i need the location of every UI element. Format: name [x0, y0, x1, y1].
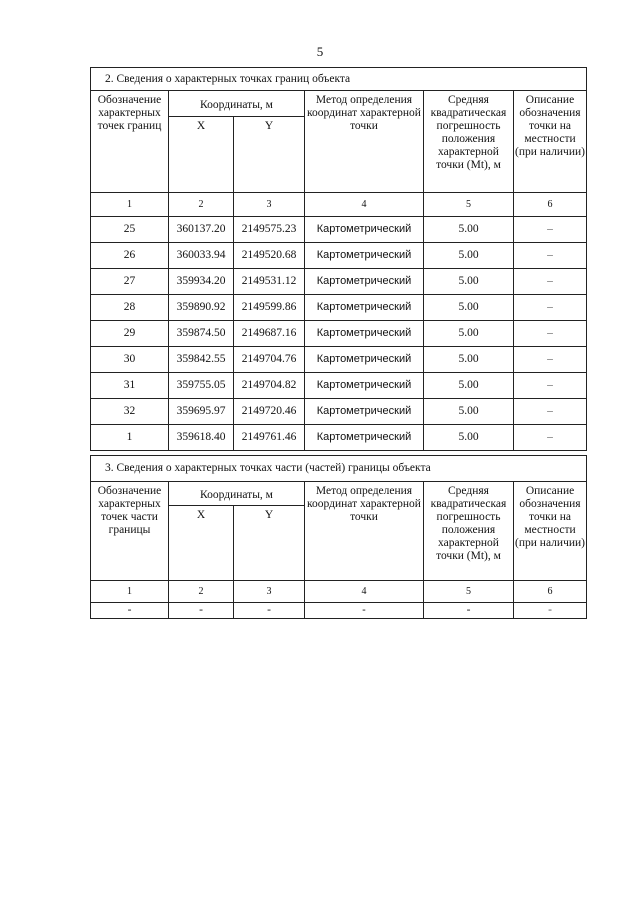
- cell-x: 359874.50: [169, 321, 234, 347]
- table-row: [91, 295, 587, 321]
- header-method: Метод определения координат характерной точки: [305, 91, 424, 193]
- col-number: 1: [91, 581, 169, 603]
- cell-method: Картометрический: [305, 321, 424, 347]
- cell-y: 2149687.16: [234, 321, 305, 347]
- cell-method: Картометрический: [305, 269, 424, 295]
- cell-description: –: [514, 399, 587, 425]
- cell-x: 360137.20: [169, 217, 234, 243]
- table-row: [91, 217, 587, 243]
- table-row: [91, 269, 587, 295]
- table-row: [91, 399, 587, 425]
- cell-point: 32: [91, 399, 169, 425]
- cell-y: 2149520.68: [234, 243, 305, 269]
- col-number: 1: [91, 193, 169, 217]
- header-point: Обозначение характерных точек части границы: [91, 482, 169, 581]
- col-number: 3: [234, 581, 305, 603]
- cell-x: 359890.92: [169, 295, 234, 321]
- header-point: Обозначение характерных точек границ: [91, 91, 169, 193]
- cell-description: –: [514, 321, 587, 347]
- cell-point: 25: [91, 217, 169, 243]
- col-number: 4: [305, 581, 424, 603]
- part-boundary-points-table: [90, 455, 587, 619]
- cell-method: Картометрический: [305, 217, 424, 243]
- cell-y: 2149761.46: [234, 425, 305, 451]
- cell-method: Картометрический: [305, 425, 424, 451]
- header-error: Средняя квадратическая погрешность положения характерной точки (Mt), м: [424, 482, 514, 581]
- header-error: Средняя квадратическая погрешность положения характерной точки (Mt), м: [424, 91, 514, 193]
- cell-description: –: [514, 295, 587, 321]
- cell-y: 2149575.23: [234, 217, 305, 243]
- table-row: [91, 425, 587, 451]
- header-coords: Координаты, м: [169, 91, 305, 117]
- cell-y: 2149599.86: [234, 295, 305, 321]
- cell-point: 29: [91, 321, 169, 347]
- cell-method: Картометрический: [305, 373, 424, 399]
- cell-description: –: [514, 243, 587, 269]
- col-number: 5: [424, 193, 514, 217]
- section-2-title: 2. Сведения о характерных точках границ объекта: [91, 68, 587, 91]
- col-number: 4: [305, 193, 424, 217]
- cell-error: 5.00: [424, 347, 514, 373]
- cell-y: 2149531.12: [234, 269, 305, 295]
- col-number: 2: [169, 193, 234, 217]
- header-description: Описание обозначения точки на местности (при наличии): [514, 482, 587, 581]
- cell-method: Картометрический: [305, 399, 424, 425]
- cell-point: 1: [91, 425, 169, 451]
- cell-error: 5.00: [424, 243, 514, 269]
- cell-description: –: [514, 217, 587, 243]
- page-number: 5: [316, 44, 324, 59]
- boundary-points-table: [90, 67, 587, 451]
- cell-x: 359695.97: [169, 399, 234, 425]
- cell-description: –: [514, 425, 587, 451]
- cell-y: 2149704.76: [234, 347, 305, 373]
- cell-error: 5.00: [424, 269, 514, 295]
- cell-y: -: [234, 603, 305, 619]
- cell-error: -: [424, 603, 514, 619]
- cell-description: –: [514, 347, 587, 373]
- cell-x: 359755.05: [169, 373, 234, 399]
- col-number: 6: [514, 193, 587, 217]
- cell-method: Картометрический: [305, 347, 424, 373]
- col-number: 5: [424, 581, 514, 603]
- cell-error: 5.00: [424, 373, 514, 399]
- cell-method: Картометрический: [305, 295, 424, 321]
- cell-x: 360033.94: [169, 243, 234, 269]
- cell-point: 31: [91, 373, 169, 399]
- cell-y: 2149720.46: [234, 399, 305, 425]
- cell-method: -: [305, 603, 424, 619]
- col-number: 6: [514, 581, 587, 603]
- table-row: [91, 243, 587, 269]
- table-row: [91, 347, 587, 373]
- cell-x: 359934.20: [169, 269, 234, 295]
- cell-description: –: [514, 269, 587, 295]
- cell-point: 30: [91, 347, 169, 373]
- cell-error: 5.00: [424, 217, 514, 243]
- header-x: X: [169, 117, 234, 193]
- table-row: [91, 373, 587, 399]
- cell-x: 359842.55: [169, 347, 234, 373]
- cell-error: 5.00: [424, 321, 514, 347]
- cell-error: 5.00: [424, 425, 514, 451]
- cell-description: -: [514, 603, 587, 619]
- cell-error: 5.00: [424, 399, 514, 425]
- cell-x: 359618.40: [169, 425, 234, 451]
- cell-description: –: [514, 373, 587, 399]
- section-3-title: 3. Сведения о характерных точках части (частей) границы объекта: [91, 456, 587, 482]
- col-number: 2: [169, 581, 234, 603]
- header-y: Y: [234, 506, 305, 581]
- header-method: Метод определения координат характерной точки: [305, 482, 424, 581]
- cell-point: 27: [91, 269, 169, 295]
- cell-point: 28: [91, 295, 169, 321]
- table-row: [91, 321, 587, 347]
- table-row: [91, 603, 587, 619]
- header-coords: Координаты, м: [169, 482, 305, 506]
- cell-method: Картометрический: [305, 243, 424, 269]
- header-y: Y: [234, 117, 305, 193]
- header-description: Описание обозначения точки на местности (при наличии): [514, 91, 587, 193]
- col-number: 3: [234, 193, 305, 217]
- header-x: X: [169, 506, 234, 581]
- cell-point: -: [91, 603, 169, 619]
- cell-x: -: [169, 603, 234, 619]
- cell-error: 5.00: [424, 295, 514, 321]
- cell-point: 26: [91, 243, 169, 269]
- cell-y: 2149704.82: [234, 373, 305, 399]
